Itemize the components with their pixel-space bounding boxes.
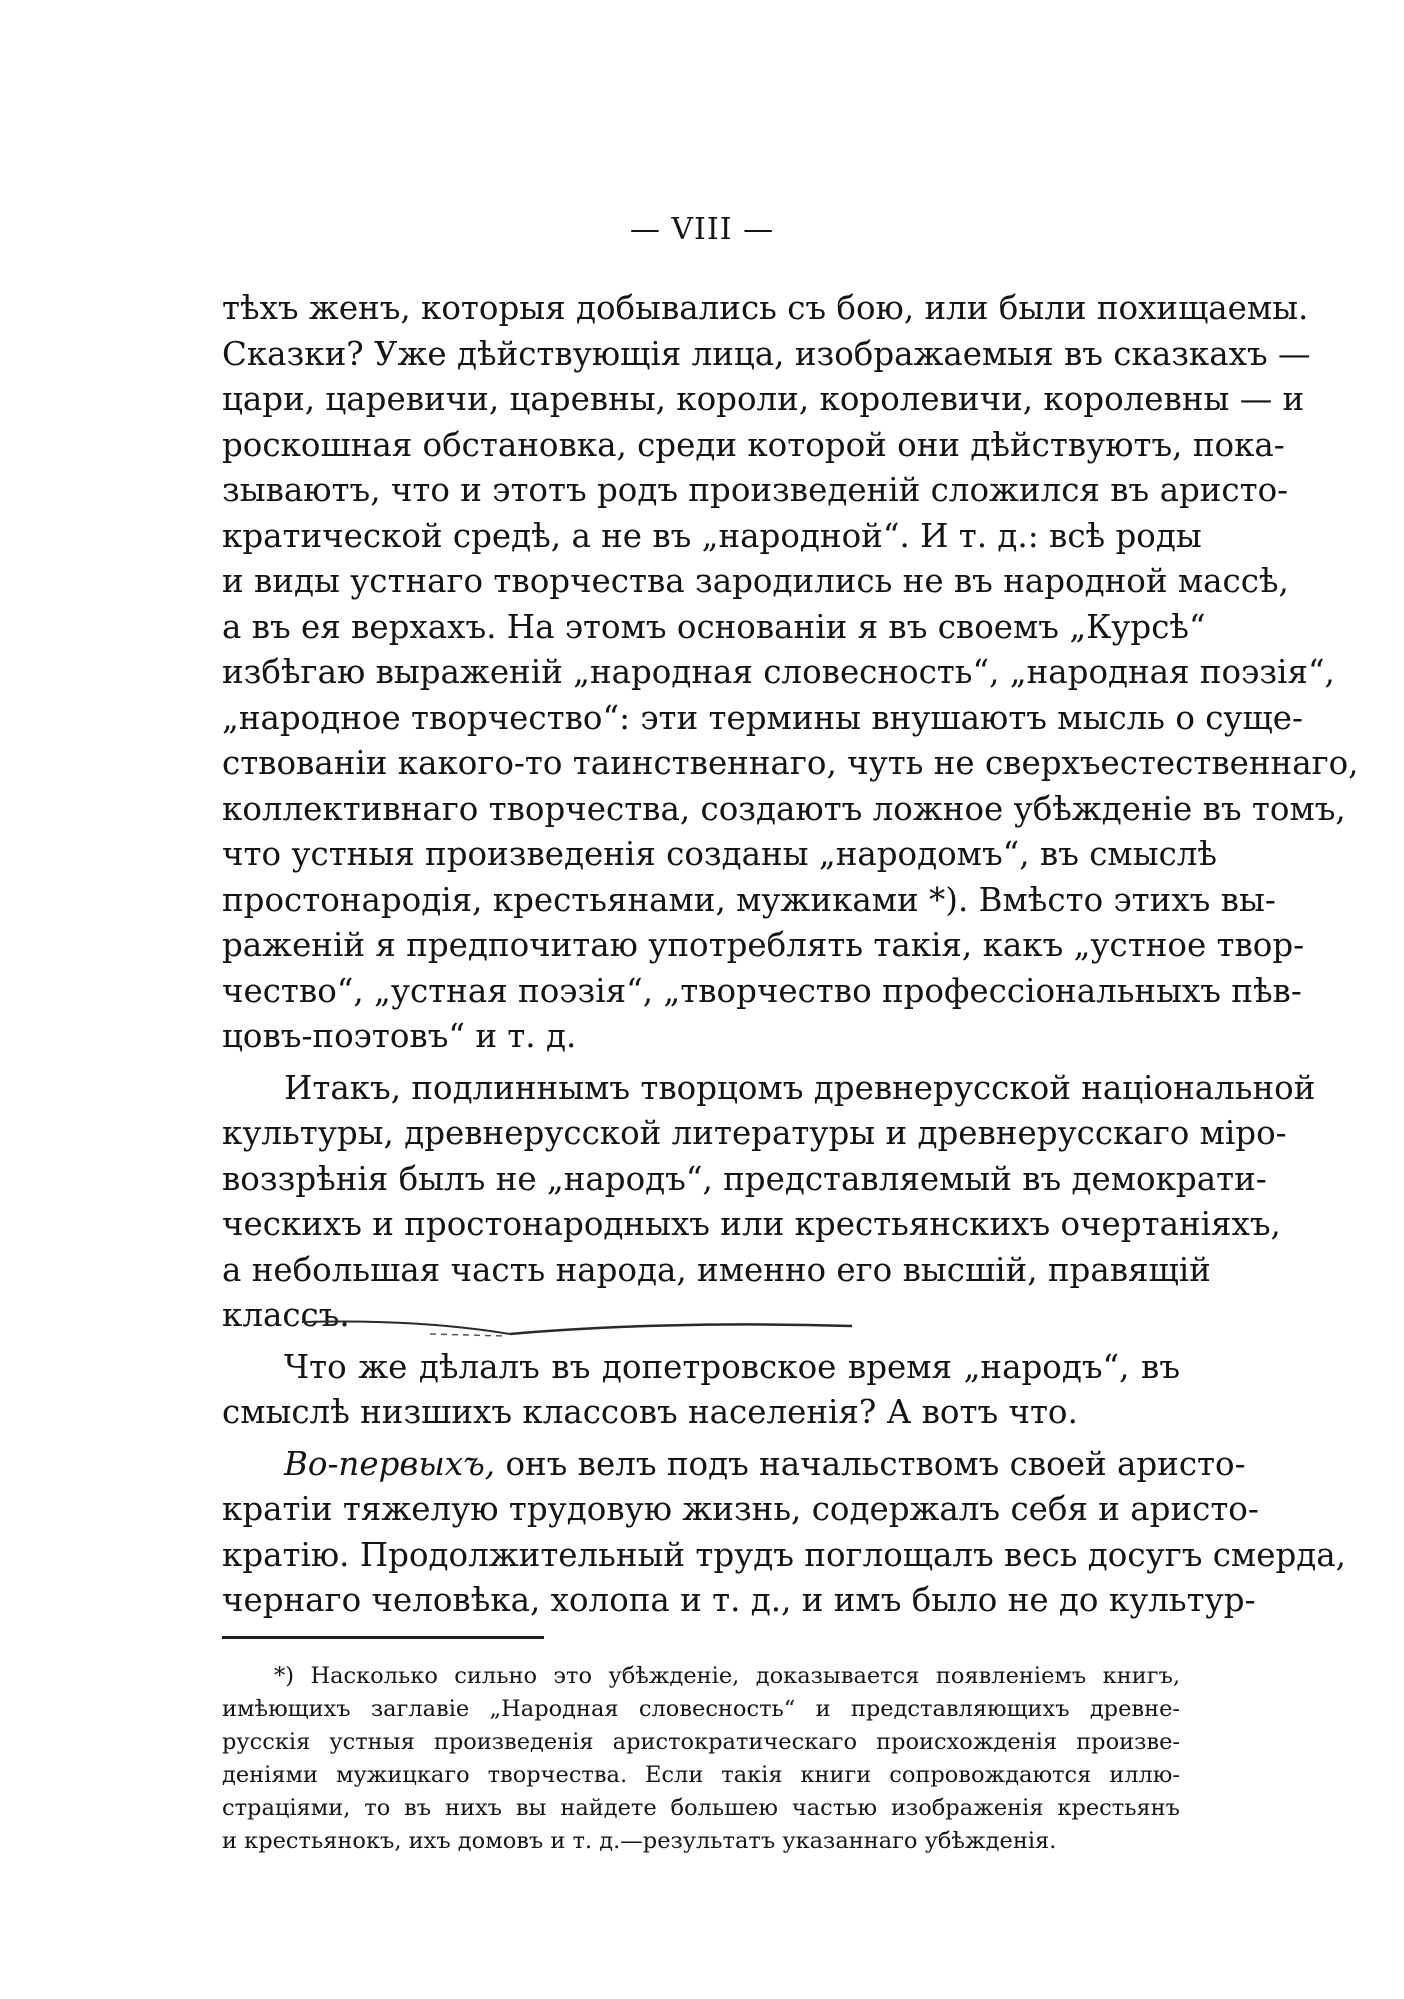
text-line: Итакъ, подлиннымъ творцомъ древнерусской національной [284, 1068, 1316, 1107]
text-line: простонародія, крестьянами, мужиками *). Вмѣсто этихъ вы- [222, 880, 1276, 919]
text-line: ческихъ и простонародныхъ или крестьянскихъ очертаніяхъ, [222, 1205, 1281, 1243]
text-line: Что же дѣлалъ въ допетровское время „народъ“, въ [284, 1347, 1180, 1386]
text-line: роскошная обстановка, среди которой они дѣйствуютъ, пока- [222, 425, 1285, 464]
text-line: раженій я предпочитаю употреблять такія, какъ „устное твор- [222, 926, 1305, 964]
text-line: а въ ея верхахъ. На этомъ основаніи я въ своемъ „Курсѣ“ [222, 607, 1206, 646]
text-line: зываютъ, что и этотъ родъ произведеній сложился въ аристо- [222, 471, 1289, 509]
text-line: кратической средѣ, а не въ „народной“. И т. д.: всѣ роды [222, 516, 1202, 555]
text-line: ствованіи какого-то таинственнаго, чуть не сверхъестественнаго, [222, 744, 1359, 782]
footnote-line: деніями мужицкаго творчества. Если такія книги сопровождаются иллю- [222, 1762, 1180, 1788]
footnote-line: и крестьянокъ, ихъ домовъ и т. д.—результатъ указаннаго убѣжденія. [222, 1828, 1057, 1854]
text-line: тѣхъ женъ, которыя добывались съ бою, или были похищаемы. [222, 289, 1309, 327]
text-line: воззрѣнія былъ не „народъ“, представляемый въ демократи- [222, 1159, 1267, 1198]
italic-lead: Во-первыхъ, [284, 1444, 496, 1483]
text-line: классъ. [222, 1296, 350, 1334]
text-line: что устныя произведенія созданы „народомъ“, въ смыслѣ [222, 835, 1218, 873]
page-number: — VIII — [629, 212, 775, 247]
text-line: коллективнаго творчества, создаютъ ложное убѣжденіе въ томъ, [222, 789, 1346, 828]
footnote-line: страціями, то въ нихъ вы найдете большею частью изображенія крестьянъ [222, 1795, 1180, 1821]
text-line: цари, царевичи, царевны, короли, королевичи, королевны — и [222, 380, 1305, 418]
text-line: цовъ-поэтовъ“ и т. д. [222, 1017, 577, 1055]
footnote-line: *) Насколько сильно это убѣжденіе, доказывается появленіемъ книгъ, [274, 1663, 1180, 1689]
footnote [222, 1660, 1180, 1858]
footnote-line: русскія устныя произведенія аристократическаго происхожденія произве- [222, 1729, 1180, 1755]
pencil-scribble [300, 1312, 860, 1342]
text-line: культуры, древнерусской литературы и древнерусскаго міро- [222, 1114, 1287, 1152]
text-line: и виды устнаго творчества зародились не въ народной массѣ, [222, 562, 1289, 600]
text-line [222, 1442, 1246, 1488]
text-line: избѣгаю выраженій „народная словесность“, „народная поэзія“, [222, 653, 1335, 691]
text-line: кратіи тяжелую трудовую жизнь, содержалъ себя и аристо- [222, 1490, 1259, 1528]
text-line: чернаго человѣка, холопа и т. д., и имъ было не до культур- [222, 1581, 1256, 1619]
text-line: кратію. Продолжительный трудъ поглощалъ весь досугъ смерда, [222, 1535, 1346, 1574]
main-text [222, 286, 1359, 1624]
text-line: смыслѣ низшихъ классовъ населенія? А вотъ что. [222, 1393, 1078, 1431]
footnote-divider [222, 1636, 544, 1639]
text-line: Сказки? Уже дѣйствующія лица, изображаемыя въ сказкахъ — [222, 334, 1311, 373]
text-line: а небольшая часть народа, именно его высшій, правящій [222, 1250, 1211, 1289]
footnote-line: имѣющихъ заглавіе „Народная словесность“ и представляющихъ древне- [222, 1696, 1180, 1722]
text-line: чество“, „устная поэзія“, „творчество профессіональныхъ пѣв- [222, 971, 1302, 1010]
text-span: онъ велъ подъ начальствомъ своей аристо- [495, 1444, 1246, 1483]
text-line: „народное творчество“: эти термины внушаютъ мысль о суще- [222, 698, 1303, 737]
